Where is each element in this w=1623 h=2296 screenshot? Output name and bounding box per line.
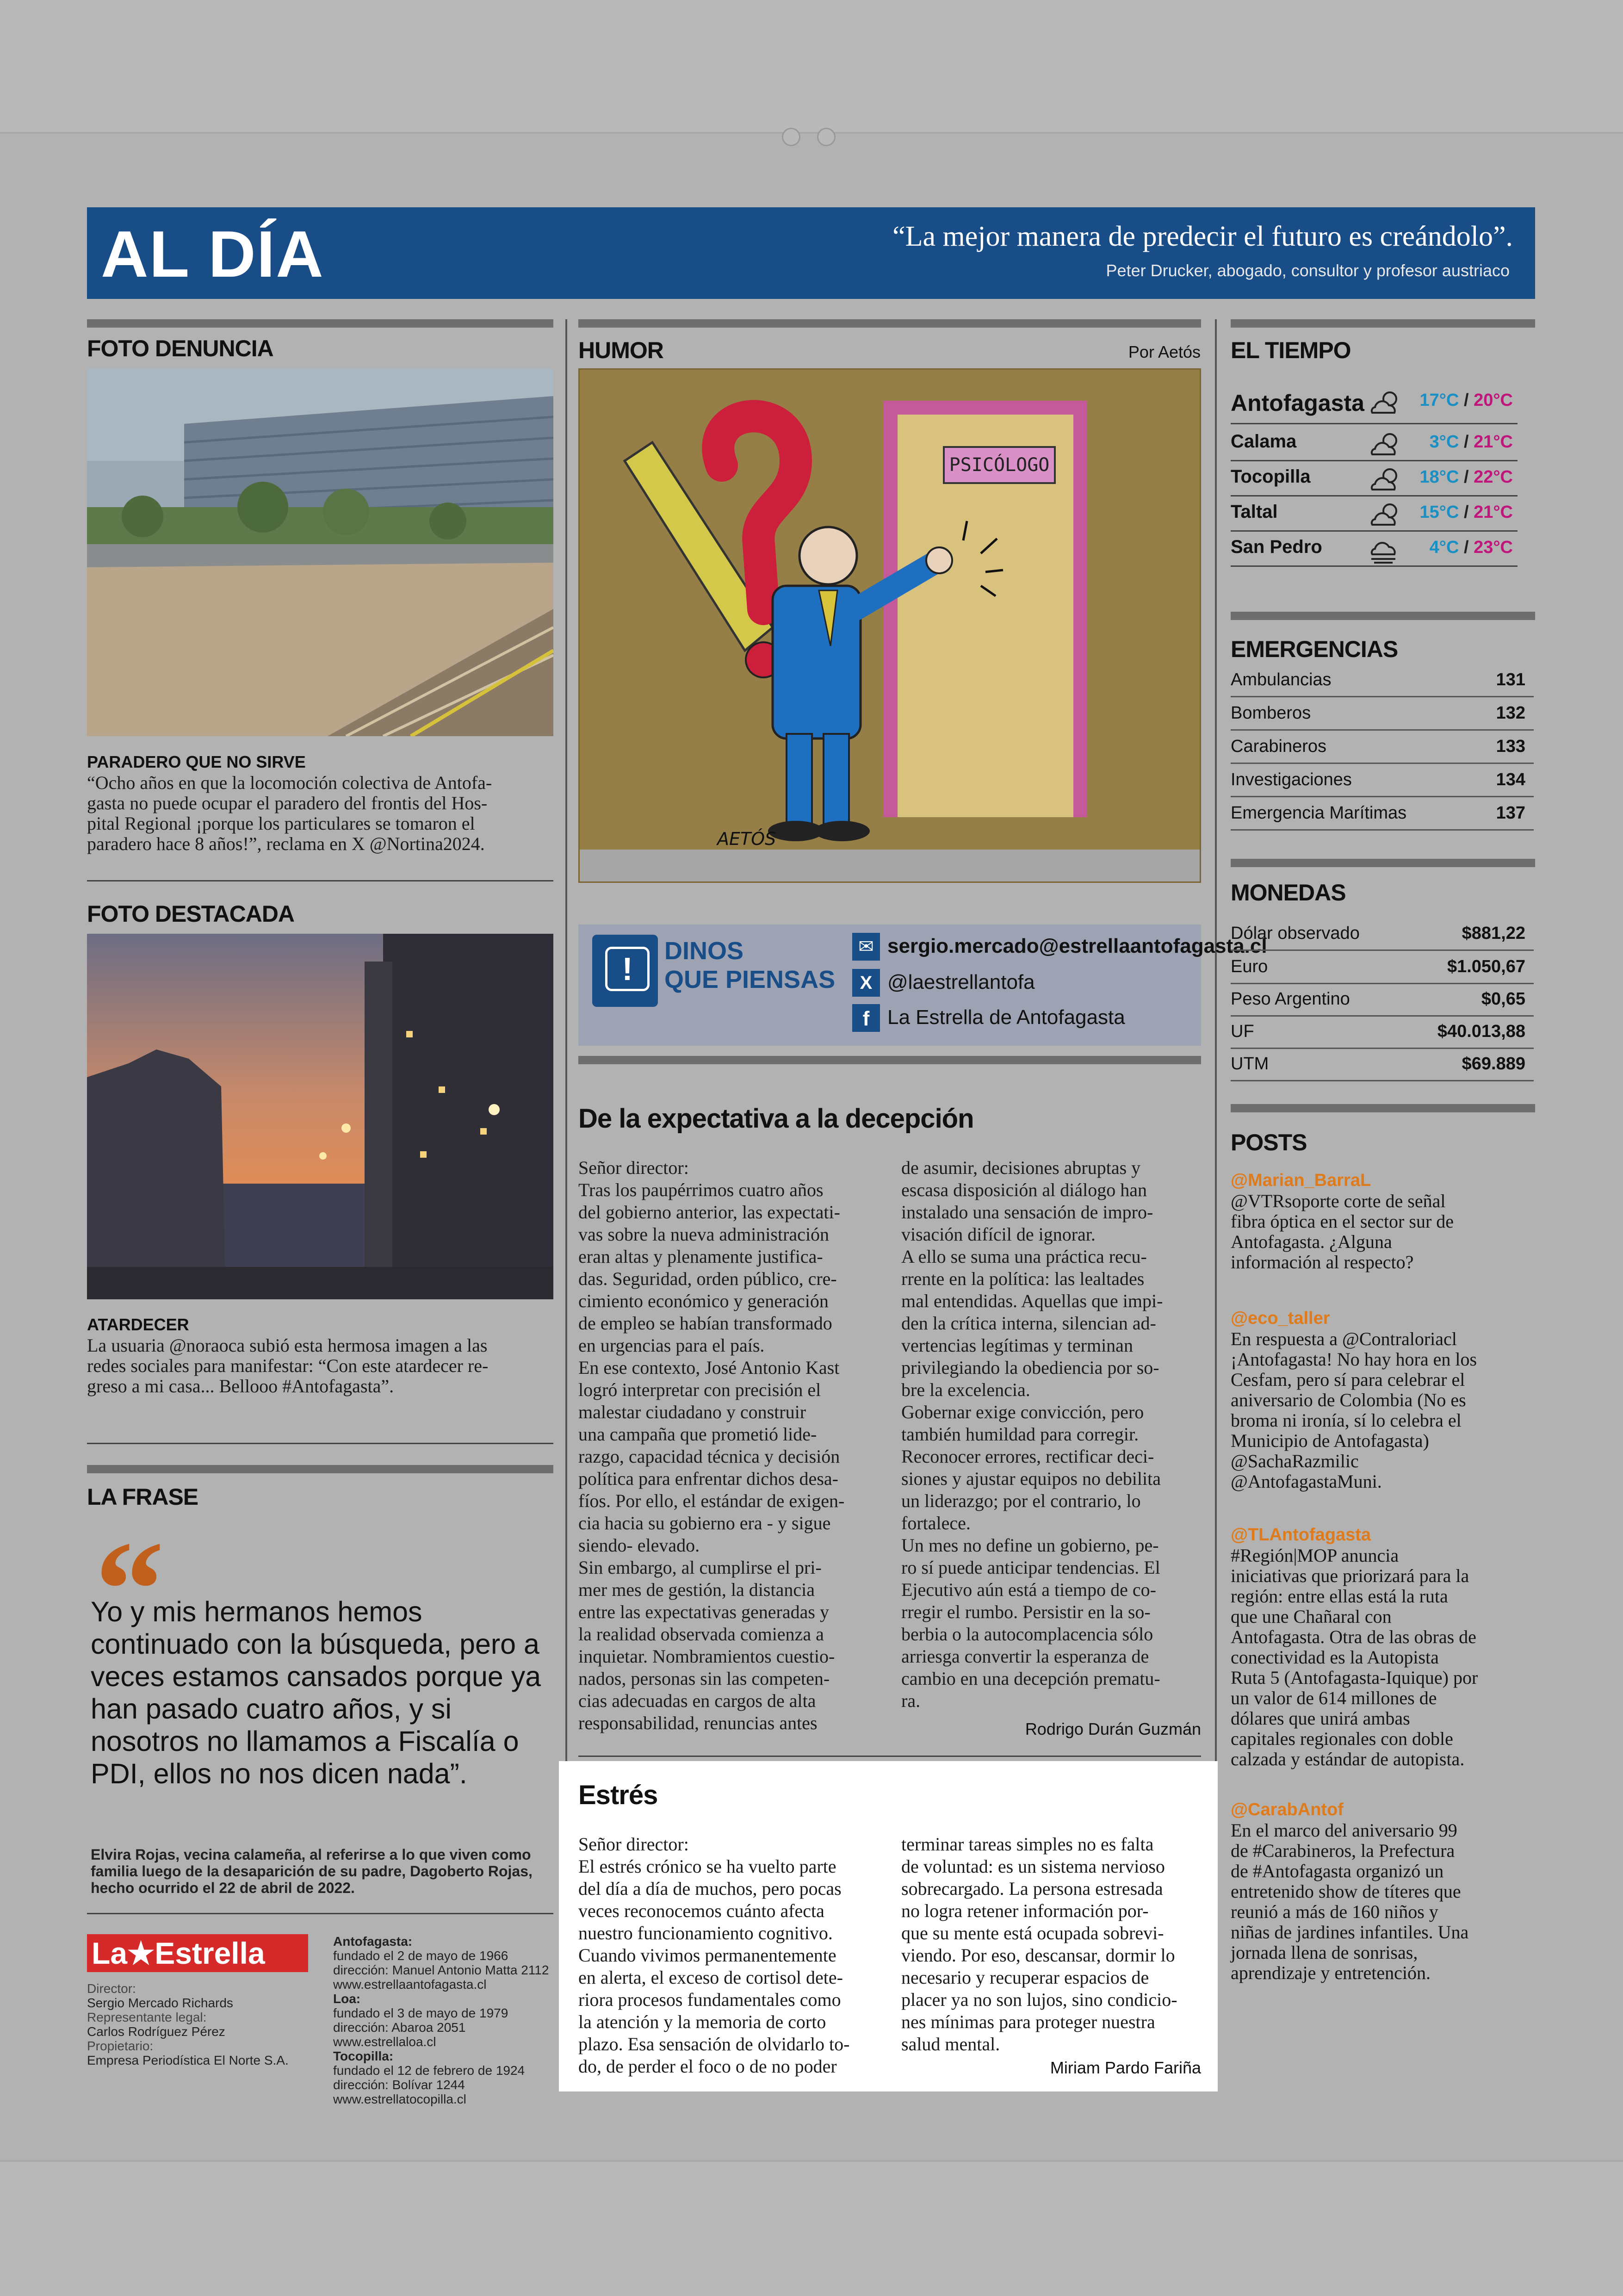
logo-text-estrella: Estrella	[155, 1936, 265, 1970]
currency-label: Peso Argentino	[1231, 989, 1350, 1009]
column-rule	[87, 1465, 553, 1473]
humor-heading: HUMOR	[578, 337, 663, 363]
weather-city: San Pedro	[1231, 537, 1322, 557]
emergency-number[interactable]: 133	[1496, 737, 1525, 756]
emergency-number[interactable]: 134	[1496, 770, 1525, 789]
masthead-editions	[333, 1934, 555, 2106]
text-line: de asumir, decisiones abruptas y	[901, 1157, 1141, 1178]
letter1-column-1	[578, 1157, 884, 1734]
dinos-title-line: DINOS	[664, 937, 744, 965]
text-line: en urgencias para el país.	[578, 1335, 765, 1356]
edition-name: Antofagasta:	[333, 1934, 413, 1948]
edition-line: fundado el 2 de mayo de 1966	[333, 1948, 508, 1963]
contact-facebook[interactable]: La Estrella de Antofagasta	[887, 1006, 1125, 1029]
cloudy-haze-icon	[1368, 536, 1403, 565]
text-line: razgo, capacidad técnica y decisión	[578, 1446, 840, 1467]
currency-row	[1231, 951, 1534, 984]
currency-row	[1231, 918, 1534, 951]
post-line: reunió a más de 160 niños y	[1231, 1901, 1438, 1922]
post-handle[interactable]: @eco_taller	[1231, 1309, 1330, 1328]
text-line: eran altas y plenamente justifica-	[578, 1246, 823, 1267]
post-line: @VTRsoporte corte de señal	[1231, 1191, 1446, 1211]
edition-link[interactable]: www.estrellaantofagasta.cl	[333, 1977, 487, 1992]
text-line: mal entendidas. Aquellas que impi-	[901, 1291, 1163, 1311]
caption-line: pital Regional ¡porque los particulares se tomaron el	[87, 813, 475, 834]
edition-line: fundado el 3 de mayo de 1979	[333, 2006, 508, 2020]
weather-row	[1231, 534, 1518, 567]
humor-byline: Por Aetós	[1128, 342, 1201, 361]
edition-link[interactable]: www.estrellatocopilla.cl	[333, 2092, 466, 2106]
text-line: do, de perder el foco o de no poder	[578, 2056, 837, 2077]
divider-line	[87, 1443, 553, 1444]
text-line: riora procesos fundamentales como	[578, 1989, 841, 2010]
temp-max: 20°C	[1474, 391, 1513, 410]
post-line: jornada llena de sonrisas,	[1231, 1942, 1418, 1963]
edition-line: fundado el 12 de febrero de 1924	[333, 2063, 525, 2078]
temp-separator: /	[1463, 538, 1469, 557]
post-text	[1231, 1329, 1534, 1492]
text-line: placer ya no son lujos, sino condicio-	[901, 1989, 1177, 2010]
text-line: que su mente está ocupada sobrevi-	[901, 1923, 1164, 1943]
currency-label: Euro	[1231, 957, 1268, 976]
text-line: das. Seguridad, orden público, cre-	[578, 1268, 837, 1289]
x-icon: X	[852, 969, 880, 997]
text-line: inquietar. Nombramientos cuestio-	[578, 1646, 835, 1667]
text-line: viendo. Por eso, descansar, dormir lo	[901, 1945, 1175, 1966]
text-line: Ejecutivo aún está a tiempo de co-	[901, 1579, 1156, 1600]
emergencias-heading: EMERGENCIAS	[1231, 636, 1398, 662]
foto-destacada-heading: FOTO DESTACADA	[87, 901, 295, 927]
edition-line: dirección: Abaroa 2051	[333, 2020, 466, 2035]
post-line: de #Carabineros, la Prefectura	[1231, 1840, 1455, 1861]
text-line: del día a día de muchos, pero pocas	[578, 1878, 842, 1899]
text-line: arriesga convertir la esperanza de	[901, 1646, 1149, 1667]
page-nav	[782, 128, 852, 149]
text-line: de voluntad: es un sistema nervioso	[901, 1856, 1165, 1877]
star-icon: ★	[127, 1936, 155, 1970]
post-line: @SachaRazmilic	[1231, 1451, 1359, 1471]
emergency-number[interactable]: 137	[1496, 803, 1525, 823]
quote-mark-icon: “	[95, 1513, 164, 1666]
foto-destacada-caption-title: ATARDECER	[87, 1315, 189, 1334]
humor-cartoon	[578, 368, 1201, 883]
weather-city: Calama	[1231, 431, 1297, 452]
edition-line: dirección: Manuel Antonio Matta 2112	[333, 1963, 549, 1977]
prev-page-dot[interactable]	[782, 128, 800, 146]
la-frase-text: Yo y mis hermanos hemos continuado con la búsqueda, pero a veces estamos cansados porque ya han pasado cuatro años, y si nosotros no llamamos a Fiscalía o PDI, ellos no nos dicen nada”.	[91, 1596, 541, 1789]
dinos-title-line: QUE PIENSAS	[664, 966, 836, 993]
director-name: Sergio Mercado Richards	[87, 1996, 233, 2010]
post-line: Antofagasta. Otra de las obras de	[1231, 1626, 1476, 1647]
emergency-number[interactable]: 132	[1496, 703, 1525, 723]
banner-quote-author: Peter Drucker, abogado, consultor y profesor austriaco	[1106, 261, 1510, 280]
letter2-signature: Miriam Pardo Fariña	[1050, 2058, 1201, 2077]
letter2-title: Estrés	[578, 1780, 658, 1810]
next-page-dot[interactable]	[817, 128, 836, 146]
text-line: cia hacia su gobierno era - y sigue	[578, 1513, 831, 1533]
text-line: Señor director:	[578, 1157, 689, 1178]
weather-temp	[1420, 467, 1513, 487]
divider-line	[578, 1756, 1201, 1757]
post-line: un valor de 614 millones de	[1231, 1688, 1437, 1708]
text-line: salud mental.	[901, 2034, 1000, 2054]
post-text	[1231, 1191, 1534, 1272]
la-frase-caption: Elvira Rojas, vecina calameña, al referirse a lo que viven como familia luego de la desaparición de su padre, Dagoberto Rojas, hecho ocurrido el 22 de abril de 2022.	[91, 1846, 533, 1896]
post-line: conectividad es la Autopista	[1231, 1647, 1439, 1668]
text-line: A ello se suma una práctica recu-	[901, 1246, 1147, 1267]
text-line: Sin embargo, al cumplirse el pri-	[578, 1557, 822, 1578]
text-line: mer mes de gestión, la distancia	[578, 1579, 815, 1600]
text-line: Gobernar exige convicción, pero	[901, 1402, 1144, 1422]
email-icon: ✉	[852, 933, 880, 961]
emergency-label: Emergencia Marítimas	[1231, 803, 1407, 823]
column-rule	[1231, 319, 1535, 328]
emergency-label: Carabineros	[1231, 737, 1326, 756]
posts-heading: POSTS	[1231, 1129, 1307, 1155]
edition-name: Loa:	[333, 1992, 361, 2006]
post-line: aniversario de Colombia (No es	[1231, 1390, 1466, 1410]
director-label: Director:	[87, 1981, 136, 1996]
weather-row	[1231, 387, 1518, 424]
text-line: necesario y recuperar espacios de	[901, 1967, 1149, 1988]
weather-row	[1231, 428, 1518, 461]
legal-label: Representante legal:	[87, 2010, 207, 2024]
post-line: iniciativas que priorizará para la	[1231, 1565, 1469, 1586]
partly-cloudy-icon	[1368, 430, 1403, 460]
text-line: entre las expectativas generadas y	[578, 1601, 829, 1622]
text-line: nados, personas sin las competen-	[578, 1668, 830, 1689]
caption-line: paradero hace 8 años!”, reclama en X @Nortina2024.	[87, 833, 485, 854]
caption-line: redes sociales para manifestar: “Con este atardecer re-	[87, 1355, 489, 1376]
speech-bubble-icon: !	[592, 935, 658, 1007]
weather-row	[1231, 464, 1518, 496]
text-line: siones y ajustar equipos no debilita	[901, 1468, 1161, 1489]
weather-city: Tocopilla	[1231, 466, 1311, 487]
emergency-label: Bomberos	[1231, 703, 1311, 723]
text-line: privilegiando la obediencia por so-	[901, 1357, 1159, 1378]
post-line: región: entre ellas está la ruta	[1231, 1586, 1448, 1607]
banner-quote: “La mejor manera de predecir el futuro es creándolo”.	[892, 221, 1513, 252]
emergency-row	[1231, 798, 1534, 831]
text-line: rrente en la política: las lealtades	[901, 1268, 1145, 1289]
temp-separator: /	[1463, 391, 1469, 410]
letter1-title: De la expectativa a la decepción	[578, 1104, 974, 1134]
text-line: En ese contexto, José Antonio Kast	[578, 1357, 840, 1378]
currency-value: $881,22	[1462, 924, 1525, 943]
column-rule	[1231, 1104, 1535, 1112]
post-line: capitales regionales con doble	[1231, 1728, 1453, 1749]
currency-value: $40.013,88	[1437, 1022, 1525, 1041]
column-rule	[1231, 612, 1535, 620]
post-line: Municipio de Antofagasta)	[1231, 1430, 1429, 1451]
text-line: del gobierno anterior, las expectati-	[578, 1202, 840, 1222]
temp-separator: /	[1463, 467, 1469, 487]
text-line: ro sí puede anticipar tendencias. El	[901, 1557, 1160, 1578]
text-line: también humildad para corregir.	[901, 1424, 1139, 1445]
post-line: En respuesta a @Contraloriacl	[1231, 1328, 1457, 1349]
column-rule	[578, 1056, 1201, 1064]
foto-denuncia-heading: FOTO DENUNCIA	[87, 335, 273, 361]
currency-value: $1.050,67	[1447, 957, 1525, 976]
owner-label: Propietario:	[87, 2039, 154, 2053]
masthead-staff	[87, 1981, 318, 2067]
contact-x-handle[interactable]: @laestrellantofa	[887, 971, 1035, 993]
caption-line: gasta no puede ocupar el paradero del frontis del Hos-	[87, 793, 488, 813]
logo-text-la: La	[92, 1936, 128, 1970]
foto-destacada-photo	[87, 934, 553, 1299]
foto-denuncia-caption	[87, 773, 554, 854]
letter2-column-2	[901, 1833, 1207, 2055]
viewer-top-bar	[0, 0, 1623, 134]
temp-min: 15°C	[1419, 503, 1459, 522]
post-line: #Región|MOP anuncia	[1231, 1545, 1399, 1566]
edition-link[interactable]: www.estrellaloa.cl	[333, 2035, 436, 2049]
currency-row	[1231, 1049, 1534, 1081]
text-line: nuestro funcionamiento cognitivo.	[578, 1923, 833, 1943]
legal-name: Carlos Rodríguez Pérez	[87, 2024, 225, 2039]
text-line: plazo. Esa sensación de olvidarlo to-	[578, 2034, 850, 2054]
post-text	[1231, 1545, 1534, 1769]
la-frase-heading: LA FRASE	[87, 1484, 198, 1510]
text-line: logró interpretar con precisión el	[578, 1379, 821, 1400]
text-line: cimiento económico y generación	[578, 1291, 829, 1311]
post-line: Cesfam, pero sí para celebrar el	[1231, 1369, 1465, 1390]
text-line: Cuando vivimos permanentemente	[578, 1945, 836, 1966]
partly-cloudy-icon	[1368, 389, 1403, 418]
post-line: broma ni ironía, sí lo celebra el	[1231, 1410, 1462, 1431]
edition-name: Tocopilla:	[333, 2049, 394, 2063]
divider-line	[87, 1913, 553, 1914]
foto-denuncia-photo	[87, 368, 553, 736]
currency-value: $69.889	[1462, 1054, 1525, 1074]
text-line: ra.	[901, 1690, 921, 1711]
temp-separator: /	[1463, 503, 1469, 522]
weather-row	[1231, 499, 1518, 532]
emergency-label: Investigaciones	[1231, 770, 1352, 789]
post-line: En el marco del aniversario 99	[1231, 1820, 1457, 1841]
contact-email[interactable]: sergio.mercado@estrellaantofagasta.cl	[887, 935, 1267, 957]
temp-min: 17°C	[1419, 391, 1459, 410]
text-line: veces reconocemos cuánto afecta	[578, 1900, 824, 1921]
dinos-title	[664, 937, 835, 994]
temp-max: 21°C	[1474, 432, 1513, 452]
la-estrella-logo	[87, 1934, 308, 1972]
foto-destacada-caption	[87, 1335, 554, 1396]
text-line: Reconocer errores, rectificar deci-	[901, 1446, 1154, 1467]
text-line: fíos. Por ello, el estándar de exigen-	[578, 1490, 845, 1511]
post-handle[interactable]: @Marian_BarraL	[1231, 1171, 1371, 1190]
post-line: fibra óptica en el sector sur de	[1231, 1211, 1454, 1232]
text-line: Un mes no define un gobierno, pe-	[901, 1535, 1159, 1556]
post-line: entretenido show de títeres que	[1231, 1881, 1461, 1902]
partly-cloudy-icon	[1368, 501, 1403, 530]
post-line: niñas de jardines infantiles. Una	[1231, 1922, 1469, 1942]
emergency-row	[1231, 698, 1534, 731]
currency-value: $0,65	[1481, 989, 1525, 1009]
text-line: instalado una sensación de impro-	[901, 1202, 1153, 1222]
post-text	[1231, 1820, 1534, 1983]
post-line: dólares que unirá ambas	[1231, 1708, 1410, 1729]
text-line: la atención y la memoria de corto	[578, 2011, 826, 2032]
post-line: ¡Antofagasta! No hay hora en los	[1231, 1349, 1477, 1370]
column-rule	[1231, 859, 1535, 867]
emergency-row	[1231, 764, 1534, 797]
column-rule	[87, 319, 553, 328]
text-line: siendo- elevado.	[578, 1535, 700, 1556]
text-line: bre la excelencia.	[901, 1379, 1030, 1400]
edition-line: dirección: Bolívar 1244	[333, 2078, 465, 2092]
text-line: nes mínimas para proteger nuestra	[901, 2011, 1155, 2032]
text-line: El estrés crónico se ha vuelto parte	[578, 1856, 836, 1877]
text-line: no logra retener información por-	[901, 1900, 1149, 1921]
post-line: calzada y estándar de autopista.	[1231, 1749, 1465, 1769]
emergency-row	[1231, 731, 1534, 764]
monedas-heading: MONEDAS	[1231, 880, 1346, 906]
text-line: cambio en una decepción prematu-	[901, 1668, 1160, 1689]
post-line: Ruta 5 (Antofagasta-Iquique) por	[1231, 1667, 1478, 1688]
text-line: fortalece.	[901, 1513, 971, 1533]
temp-max: 23°C	[1474, 538, 1513, 557]
temp-min: 18°C	[1419, 467, 1459, 487]
text-line: responsabilidad, renuncias antes	[578, 1713, 818, 1733]
text-line: rregir el rumbo. Persistir en la so-	[901, 1601, 1151, 1622]
text-line: Tras los paupérrimos cuatro años	[578, 1179, 824, 1200]
letter1-column-2	[901, 1157, 1207, 1712]
door-sign: PSICÓLOGO	[949, 454, 1050, 476]
caption-line: “Ocho años en que la locomoción colectiva de Antofa-	[87, 772, 492, 793]
post-line: aprendizaje y entretención.	[1231, 1962, 1431, 1983]
text-line: un liderazgo; por el contrario, lo	[901, 1490, 1141, 1511]
weather-temp	[1420, 503, 1513, 522]
weather-city: Taltal	[1231, 502, 1278, 522]
post-line: que une Chañaral con	[1231, 1606, 1392, 1627]
text-line: la realidad observada comienza a	[578, 1624, 824, 1644]
viewer-bottom-bar	[0, 2160, 1623, 2296]
currency-label: Dólar observado	[1231, 924, 1360, 943]
emergency-label: Ambulancias	[1231, 670, 1332, 689]
post-line: @AntofagastaMuni.	[1231, 1471, 1382, 1492]
text-line: en alerta, el exceso de cortisol dete-	[578, 1967, 843, 1988]
cartoon-signature: AETÓS	[717, 829, 776, 849]
letter2-column-1	[578, 1833, 884, 2078]
post-handle[interactable]: @TLAntofagasta	[1231, 1525, 1371, 1545]
text-line: vas sobre la nueva administración	[578, 1224, 830, 1245]
weather-city: Antofagasta	[1231, 390, 1364, 416]
text-line: sobrecargado. La persona estresada	[901, 1878, 1163, 1899]
emergency-number[interactable]: 131	[1496, 670, 1525, 689]
text-line: Señor director:	[578, 1834, 689, 1855]
section-banner	[87, 207, 1535, 299]
facebook-icon: f	[852, 1004, 880, 1032]
currency-label: UF	[1231, 1022, 1254, 1041]
weather-heading: EL TIEMPO	[1231, 337, 1351, 363]
text-line: de empleo se habían transformado	[578, 1313, 832, 1334]
weather-temp	[1430, 538, 1513, 558]
caption-line: La usuaria @noraoca subió esta hermosa imagen a las	[87, 1335, 488, 1356]
temp-separator: /	[1463, 432, 1469, 452]
text-line: terminar tareas simples no es falta	[901, 1834, 1154, 1855]
post-line: información al respecto?	[1231, 1252, 1414, 1272]
column-rule	[578, 319, 1201, 328]
currency-row	[1231, 984, 1534, 1017]
text-line: visación difícil de ignorar.	[901, 1224, 1096, 1245]
post-line: de #Antofagasta organizó un	[1231, 1861, 1444, 1881]
partly-cloudy-icon	[1368, 465, 1403, 495]
text-line: escasa disposición al diálogo han	[901, 1179, 1147, 1200]
divider-line	[87, 880, 553, 881]
emergency-row	[1231, 664, 1534, 697]
weather-temp	[1430, 432, 1513, 452]
post-line: Antofagasta. ¿Alguna	[1231, 1231, 1392, 1252]
text-line: malestar ciudadano y construir	[578, 1402, 806, 1422]
text-line: vertencias legítimas y terminan	[901, 1335, 1133, 1356]
text-line: berbia o la autocomplacencia sólo	[901, 1624, 1153, 1644]
text-line: política para enfrentar dichos desa-	[578, 1468, 838, 1489]
foto-denuncia-caption-title: PARADERO QUE NO SIRVE	[87, 752, 306, 771]
temp-min: 4°C	[1429, 538, 1459, 557]
weather-temp	[1420, 391, 1513, 410]
letter1-signature: Rodrigo Durán Guzmán	[1025, 1719, 1201, 1738]
currency-label: UTM	[1231, 1054, 1269, 1074]
text-line: cias adecuadas en cargos de alta	[578, 1690, 816, 1711]
caption-line: greso a mi casa... Bellooo #Antofagasta”.	[87, 1376, 394, 1396]
text-line: una campaña que prometió lide-	[578, 1424, 817, 1445]
section-title: AL DÍA	[101, 217, 324, 291]
post-handle[interactable]: @CarabAntof	[1231, 1800, 1344, 1819]
currency-row	[1231, 1016, 1534, 1049]
temp-max: 21°C	[1474, 503, 1513, 522]
text-line: den la crítica interna, silencian ad-	[901, 1313, 1156, 1334]
owner-name: Empresa Periodística El Norte S.A.	[87, 2053, 289, 2067]
temp-max: 22°C	[1474, 467, 1513, 487]
temp-min: 3°C	[1429, 432, 1459, 452]
